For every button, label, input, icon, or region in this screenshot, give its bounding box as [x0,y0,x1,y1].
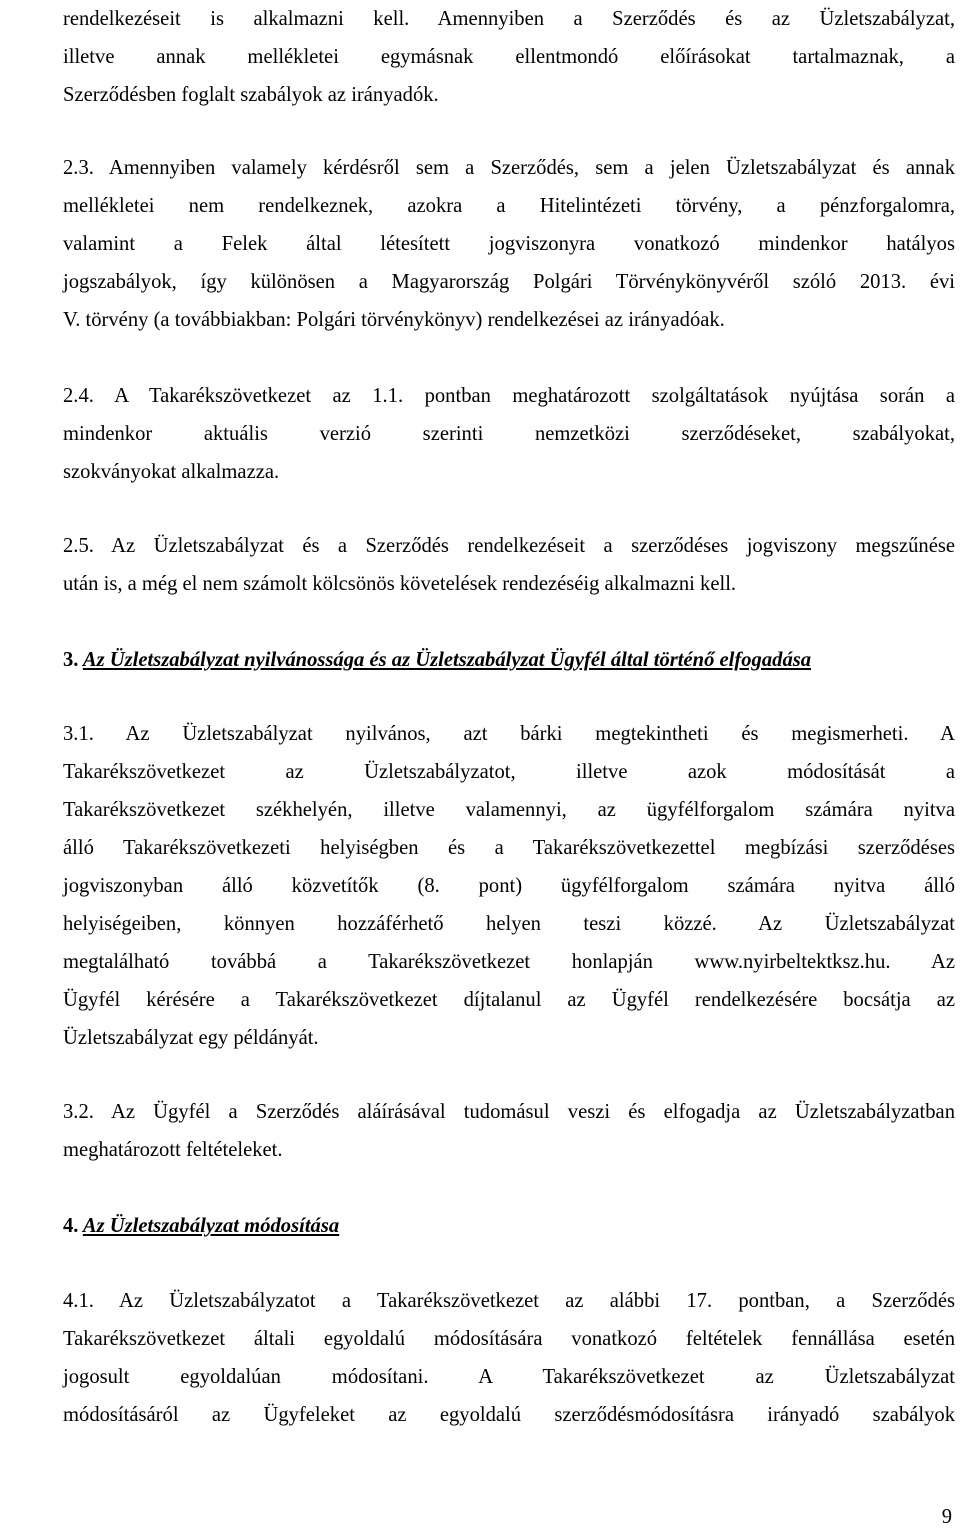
text-line: álló Takarékszövetkezeti helyiségben és a Takarékszövetkezettel megbízási szerződéses [63,837,955,859]
text-line: 3.2. Az Ügyfél a Szerződés aláírásával tudomásul veszi és elfogadja az Üzletszabályzatban [63,1101,955,1123]
text-line: rendelkezéseit is alkalmazni kell. Amennyiben a Szerződés és az Üzletszabályzat, [63,8,955,30]
text-line: Ügyfél kérésére a Takarékszövetkezet díjtalanul az Ügyfél rendelkezésére bocsátja az [63,989,955,1011]
text-line: mindenkor aktuális verzió szerinti nemzetközi szerződéseket, szabályokat, [63,423,955,445]
text-line: módosításáról az Ügyfeleket az egyoldalú szerződésmódosításra irányadó szabályok [63,1404,955,1426]
text-line: jogviszonyban álló közvetítők (8. pont) ügyfélforgalom számára nyitva álló [63,875,955,897]
text-line: jogszabályok, így különösen a Magyarország Polgári Törvénykönyvéről szóló 2013. évi [63,271,955,293]
text-line: jogosult egyoldalúan módosítani. A Takarékszövetkezet az Üzletszabályzat [63,1366,955,1388]
paragraph-2-5 [63,527,955,603]
text-line: illetve annak mellékletei egymásnak ellentmondó előírásokat tartalmaznak, a [63,46,955,68]
text-line: szokványokat alkalmazza. [63,461,280,483]
heading-title: Az Üzletszabályzat módosítása [82,1215,340,1237]
text-line: 2.4. A Takarékszövetkezet az 1.1. pontban meghatározott szolgáltatások nyújtása során a [63,385,955,407]
heading-number: 4. [63,1215,79,1237]
text-line: 2.5. Az Üzletszabályzat és a Szerződés rendelkezéseit a szerződéses jogviszony megszűnése [63,535,955,557]
text-line: Üzletszabályzat egy példányát. [63,1027,319,1049]
section-heading-3 [63,641,955,679]
text-line: 4.1. Az Üzletszabályzatot a Takarékszövetkezet az alábbi 17. pontban, a Szerződés [63,1290,955,1312]
section-heading-4 [63,1207,955,1245]
paragraph-3-1 [63,715,955,1057]
heading-number: 3. [63,649,79,671]
paragraph-4-1 [63,1282,955,1434]
text-line: mellékletei nem rendelkeznek, azokra a Hitelintézeti törvény, a pénzforgalomra, [63,195,955,217]
paragraph-2-3 [63,149,955,339]
text-line: Szerződésben foglalt szabályok az irányadók. [63,84,439,106]
text-line: megtalálható továbbá a Takarékszövetkezet honlapján www.nyirbeltektksz.hu. Az [63,951,955,973]
paragraph-3-2 [63,1093,955,1169]
text-line: helyiségeiben, könnyen hozzáférhető helyen teszi közzé. Az Üzletszabályzat [63,913,955,935]
text-line: Takarékszövetkezet székhelyén, illetve valamennyi, az ügyfélforgalom számára nyitva [63,799,955,821]
text-line: után is, a még el nem számolt kölcsönös követelések rendezéséig alkalmazni kell. [63,573,737,595]
text-line: Takarékszövetkezet az Üzletszabályzatot, illetve azok módosítását a [63,761,955,783]
text-line: V. törvény (a továbbiakban: Polgári törvénykönyv) rendelkezései az irányadóak. [63,309,725,331]
text-line: 3.1. Az Üzletszabályzat nyilvános, azt bárki megtekintheti és megismerheti. A [63,723,955,745]
intro-paragraph [63,0,955,114]
paragraph-2-4 [63,377,955,491]
text-line: valamint a Felek által létesített jogviszonyra vonatkozó mindenkor hatályos [63,233,955,255]
page-number: 9 [941,1506,952,1528]
heading-title: Az Üzletszabályzat nyilvánossága és az Üzletszabályzat Ügyfél által történő elfogadása [82,649,812,671]
text-line: 2.3. Amennyiben valamely kérdésről sem a Szerződés, sem a jelen Üzletszabályzat és annak [63,157,955,179]
text-line: meghatározott feltételeket. [63,1139,283,1161]
text-line: Takarékszövetkezet általi egyoldalú módosítására vonatkozó feltételek fennállása esetén [63,1328,955,1350]
